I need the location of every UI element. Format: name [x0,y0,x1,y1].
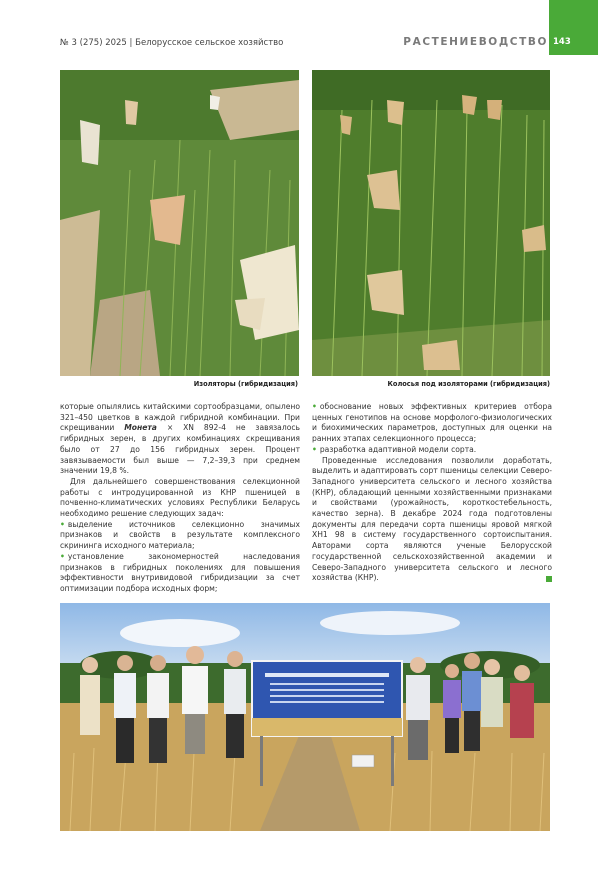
paragraph-results: которые опылялись китайскими сортообразцами, опылено 321–450 цветков в каждой гибридной комбинации. При скрещивании Монета × XN 892-4 не завязалось гибридных зерен, в других комбинациях скрещивания было от 27 до 156 гибридных зерен. Процент завязываемости был выше — 7,2–39,3 при среднем значении 19,8 %. [60,402,300,476]
photo-ears-under-isolators [312,70,550,376]
issue-info: № 3 (275) 2025 | Белорусское сельское хозяйство [60,38,284,48]
bullet-icon: • [312,402,317,411]
caption-left-photo: Изоляторы (гибридизация) [193,380,298,388]
left-text-column [60,402,300,595]
bullet-icon: • [60,519,65,529]
bullet-item: • выделение источников селекционно значимых признаков и свойств в результате комплексного скрининга исходного материала; [60,519,300,551]
bullet-item: • обоснование новых эффективных критериев отбора ценных генотипов на основе морфолого-физиологических и биохимических параметров, доступных для оценки на ранних этапах селекционного процесса; [312,402,552,444]
paragraph-tasks: Для дальнейшего совершенствования селекционной работы с интродуцированной из КНР пшеницей в почвенно-климатических условиях Республики Беларусь необходимо решение следующих задач: [60,476,300,519]
variety-name: Монета [124,423,157,433]
page-number: 143 [553,37,571,47]
photo-group-field [60,603,550,831]
bullet-icon: • [60,551,65,561]
bullet-icon: • [312,444,317,454]
bullet-item: • разработка адаптивной модели сорта. [312,444,477,454]
photo-isolators [60,70,299,376]
bullet-item: • установление закономерностей наследования признаков в гибридных поколениях для повышения эффективности внутривидовой гибридизации за счет оптимизации подбора исходных форм; [60,551,300,593]
right-text-column [312,402,552,584]
end-mark-icon [546,576,552,582]
paragraph-conclusion: Проведенные исследования позволили доработать, выделить и адаптировать сорт пшеницы селекции Северо-Западного университета сельского и лесного хозяйства (КНР), обладающий ценными хозяйственными признаками и свойствами (урожайность, короткостебельность, качество зерна). В декабре 2024 года подготовлены документы для передачи сорта пшеницы яровой мягкой XH1 98 в систему государственного сортоиспытания. Авторами сорта являются ученые Белорусской государственной сельскохозяйственной академии и Северо-Западного университета сельского и лесного хозяйства (КНР). [312,455,552,583]
caption-right-photo: Колосья под изоляторами (гибридизация) [387,380,550,388]
page-number-tab [549,0,598,55]
section-title: РАСТЕНИЕВОДСТВО [403,36,548,48]
